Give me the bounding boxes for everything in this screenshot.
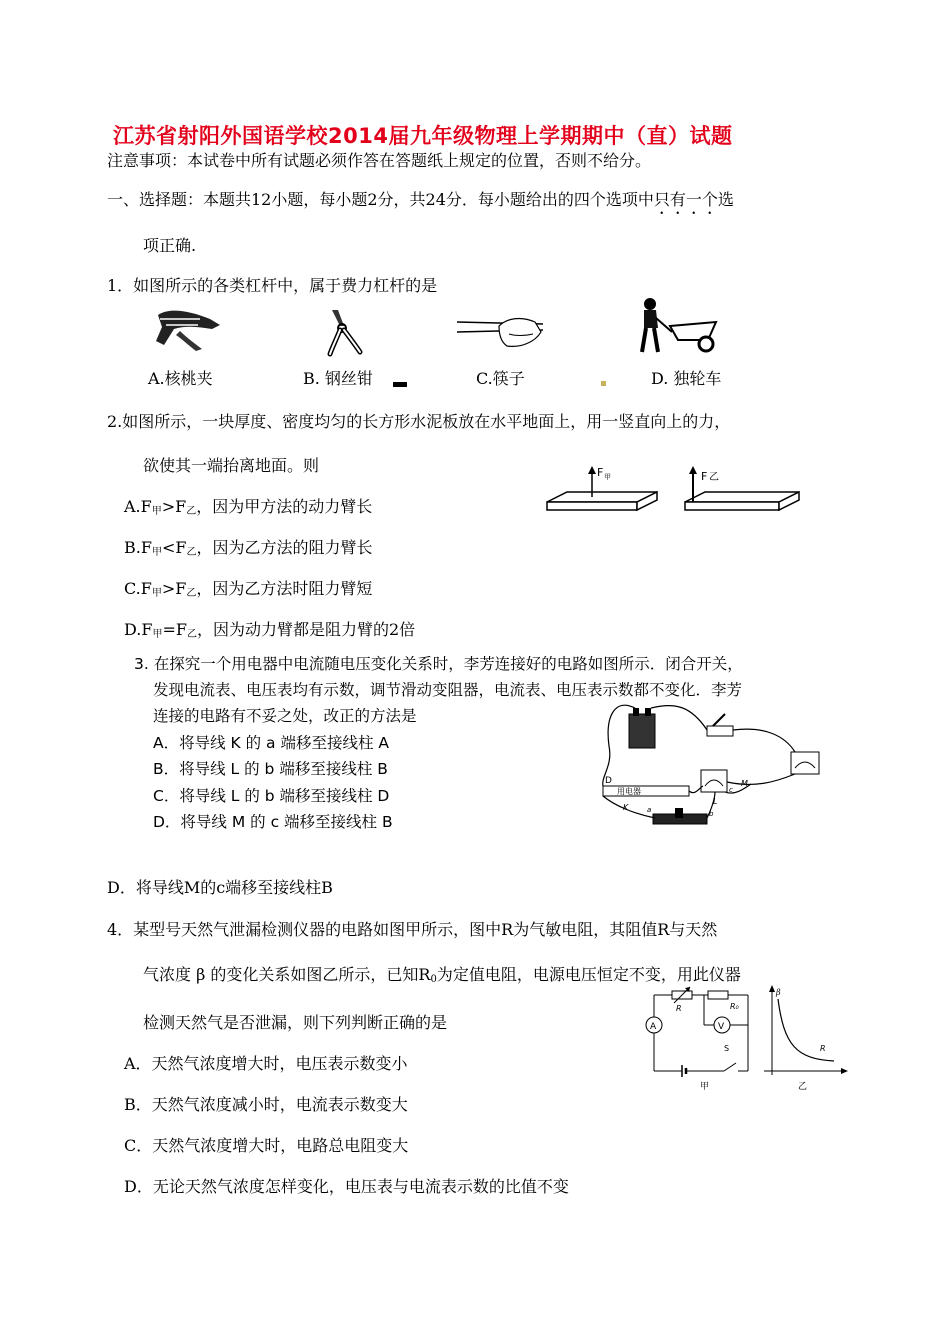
chopsticks-image [455, 312, 545, 352]
q4-option-b: B．天然气浓度减小时，电流表示数变大 [124, 1095, 408, 1114]
svg-text:S: S [724, 1044, 730, 1053]
q1-option-a: A.核桃夹 [148, 369, 213, 388]
q3-option-d: D．将导线 M 的 c 端移至接线柱 B [153, 813, 393, 831]
section-header-line2: 项正确. [143, 236, 197, 255]
q4-stem-line2: 气浓度 β 的变化关系如图乙所示，已知$R_0$为定值电阻，电源电压恒定不变，用此仪器 [143, 965, 741, 985]
svg-text:乙: 乙 [709, 472, 719, 483]
q3-stem-line3: 连接的电路有不妥之处，改正的方法是 [153, 707, 417, 725]
q2-slab-figure [545, 466, 805, 516]
q3-answer-line: D．将导线M的c端移至接线柱B [107, 878, 333, 897]
q4-stem-line3: 检测天然气是否泄漏，则下列判断正确的是 [143, 1013, 448, 1032]
q2-option-d: $D.F_甲=F_乙$，因为动力臂都是阻力臂的2倍 [124, 620, 416, 640]
q4-circuit-figure [638, 985, 848, 1095]
q2-stem-line2: 欲使其一端抬离地面。则 [143, 456, 320, 475]
svg-text:F: F [597, 466, 604, 479]
svg-text:甲: 甲 [700, 1082, 710, 1092]
svg-text:A: A [650, 1022, 657, 1032]
svg-text:D: D [605, 776, 612, 786]
nutcracker-image [150, 305, 230, 355]
q4-option-a: A．天然气浓度增大时，电压表示数变小 [124, 1054, 408, 1073]
svg-text:R: R [820, 1044, 826, 1053]
svg-text:V: V [718, 1022, 725, 1032]
q2-option-c: $C.F_甲>F_乙$，因为乙方法时阻力臂短 [124, 579, 373, 599]
q2-option-b: $B.F_甲<F_乙$，因为乙方法的阻力臂长 [124, 538, 373, 558]
q4-option-c: C．天然气浓度增大时，电路总电阻变大 [124, 1136, 409, 1155]
svg-text:乙: 乙 [798, 1082, 808, 1092]
q4-option-d: D．无论天然气浓度怎样变化，电压表与电流表示数的比值不变 [124, 1177, 569, 1196]
q2-stem-line1: 2.如图所示，一块厚度、密度均匀的长方形水泥板放在水平地面上，用一竖直向上的力， [107, 412, 731, 431]
q3-option-c: C．将导线 L 的 b 端移至接线柱 D [153, 787, 390, 805]
svg-text:c: c [729, 786, 733, 794]
svg-text:K: K [623, 803, 629, 812]
q3-circuit-figure [595, 696, 840, 836]
q3-stem-line1: 3. 在探究一个用电器中电流随电压变化关系时，李芳连接好的电路如图所示．闭合开关， [134, 655, 743, 673]
svg-text:F: F [701, 470, 708, 483]
page-title: 江苏省射阳外国语学校2014届九年级物理上学期期中（直）试题 [113, 124, 733, 148]
q3-stem-line2: 发现电流表、电压表均有示数，调节滑动变阻器，电流表、电压表示数都不变化．李芳 [153, 681, 743, 699]
svg-text:β: β [776, 988, 781, 997]
svg-text:甲: 甲 [604, 473, 611, 481]
wheelbarrow-image [632, 298, 722, 356]
q4-stem-line1: 4．某型号天然气泄漏检测仪器的电路如图甲所示，图中R为气敏电阻，其阻值R与天然 [107, 920, 718, 939]
q2-option-a: $A.F_甲>F_乙$，因为甲方法的动力臂长 [124, 497, 373, 517]
q3-option-b: B．将导线 L 的 b 端移至接线柱 B [153, 760, 388, 778]
section-header [107, 190, 734, 218]
svg-text:a: a [647, 806, 652, 814]
svg-text:L: L [713, 797, 718, 806]
q1-stem: 1．如图所示的各类杠杆中，属于费力杠杆的是 [107, 276, 438, 295]
section-header-tail: 选 [717, 190, 734, 209]
section-header-text: 一、选择题：本题共12小题，每小题2分，共24分．每小题给出的四个选项中 [107, 190, 654, 209]
svg-text:R₀: R₀ [730, 1002, 739, 1011]
stray-mark [393, 382, 407, 387]
q1-option-d: D. 独轮车 [651, 369, 722, 388]
notice-text: 注意事项：本试卷中所有试题必须作答在答题纸上规定的位置，否则不给分。 [107, 151, 652, 170]
pliers-image [322, 308, 367, 356]
section-header-emphasis: 只有一个 [653, 190, 718, 209]
svg-text:用电器: 用电器 [617, 787, 641, 796]
q1-option-c: C.筷子 [476, 369, 525, 388]
q1-option-b: B. 钢丝钳 [303, 369, 373, 388]
q3-option-a: A．将导线 K 的 a 端移至接线柱 A [153, 734, 390, 752]
svg-text:b: b [709, 810, 714, 818]
stray-dot [601, 381, 606, 386]
svg-text:M: M [741, 779, 748, 788]
svg-text:R: R [676, 1004, 682, 1013]
